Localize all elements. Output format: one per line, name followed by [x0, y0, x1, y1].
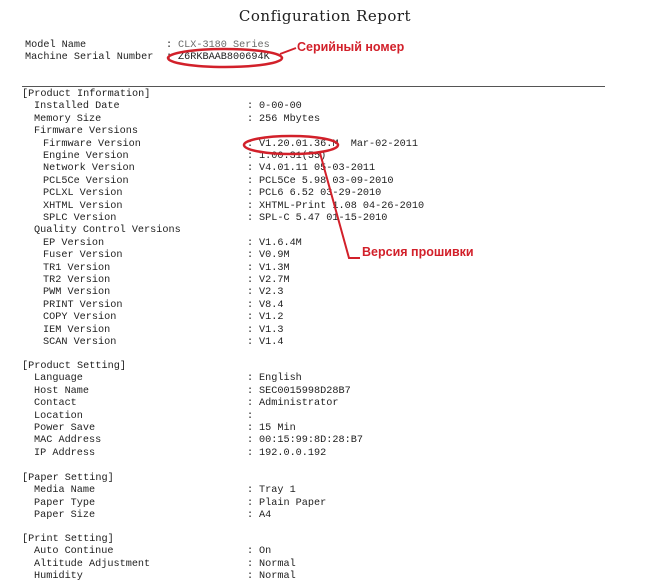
- serial-number-annotation: Серийный номер: [297, 40, 405, 54]
- field-value: A4: [259, 510, 272, 522]
- colon: :: [247, 571, 254, 583]
- field-value: Administrator: [259, 398, 339, 410]
- field-label: Media Name: [34, 485, 96, 497]
- colon: :: [247, 213, 254, 224]
- colon: :: [247, 163, 254, 175]
- colon: :: [247, 373, 254, 385]
- section-heading: [Product Setting]: [22, 361, 126, 372]
- colon: :: [247, 151, 254, 162]
- model-name-label: Model Name: [25, 40, 87, 51]
- field-label: IEM Version: [43, 324, 111, 336]
- field-label: SCAN Version: [43, 337, 117, 348]
- field-label: Network Version: [43, 163, 135, 175]
- colon: :: [247, 275, 254, 286]
- field-label: Installed Date: [34, 101, 120, 113]
- field-value: 15 Min: [259, 423, 296, 434]
- colon: :: [247, 175, 254, 187]
- section-heading: [Product Information]: [22, 89, 151, 100]
- field-value: Plain Paper: [259, 497, 327, 509]
- firmware-version-annotation: Версия прошивки: [362, 245, 474, 259]
- field-label: Quality Control Versions: [34, 225, 181, 237]
- field-value: 0-00-00: [259, 101, 302, 113]
- field-label: TR2 Version: [43, 275, 111, 286]
- field-value: 192.0.0.192: [259, 447, 327, 459]
- colon: :: [247, 287, 254, 299]
- colon: :: [247, 398, 254, 410]
- field-value: V4.01.11 05-03-2011: [259, 163, 376, 175]
- field-label: COPY Version: [43, 312, 117, 324]
- field-label: Language: [34, 373, 83, 385]
- colon: :: [247, 385, 254, 397]
- firmware-pointer-line: [320, 153, 360, 258]
- colon: :: [247, 510, 254, 522]
- model-name-value: CLX-3180 Series: [178, 40, 270, 51]
- colon: :: [166, 40, 173, 51]
- field-label: PCL5Ce Version: [43, 175, 129, 187]
- field-label: Power Save: [34, 423, 96, 434]
- colon: :: [247, 423, 254, 434]
- field-label: Paper Size: [34, 510, 96, 522]
- colon: :: [247, 435, 254, 447]
- colon: :: [247, 447, 254, 459]
- colon: :: [247, 188, 254, 200]
- field-value: 1.00.31(55): [259, 151, 327, 162]
- field-value: V1.4: [259, 337, 284, 348]
- section-heading: [Print Setting]: [22, 534, 114, 545]
- field-value: V1.2: [259, 312, 284, 324]
- field-value: 256 Mbytes: [259, 113, 321, 125]
- field-label: Firmware Versions: [34, 126, 138, 138]
- colon: :: [247, 200, 254, 212]
- field-label: Fuser Version: [43, 250, 123, 262]
- field-label: Auto Continue: [34, 546, 114, 558]
- field-value: V1.20.01.36.M Mar-02-2011: [259, 138, 418, 150]
- colon: :: [247, 237, 254, 249]
- field-value: V2.7M: [259, 275, 290, 286]
- field-label: SPLC Version: [43, 213, 117, 224]
- colon: :: [247, 113, 254, 125]
- field-label: Firmware Version: [43, 138, 141, 150]
- field-value: 00:15:99:8D:28:B7: [259, 435, 363, 447]
- field-label: TR1 Version: [43, 262, 111, 274]
- serial-number-value: Z6RKBAAB800694K: [178, 52, 270, 63]
- field-value: V1.3: [259, 324, 284, 336]
- serial-highlight-ellipse: [168, 49, 282, 67]
- section-heading: [Paper Setting]: [22, 473, 114, 484]
- field-label: XHTML Version: [43, 200, 123, 212]
- field-value: SPL-C 5.47 01-15-2010: [259, 213, 388, 224]
- field-value: Normal: [259, 571, 296, 583]
- field-label: Memory Size: [34, 113, 102, 125]
- field-value: Normal: [259, 558, 296, 570]
- field-value: XHTML-Print 1.08 04-26-2010: [259, 200, 425, 212]
- field-value: On: [259, 546, 272, 558]
- colon: :: [247, 558, 254, 570]
- field-label: PCLXL Version: [43, 188, 123, 200]
- colon: :: [247, 485, 254, 497]
- field-label: Paper Type: [34, 497, 96, 509]
- field-label: EP Version: [43, 237, 105, 249]
- field-value: V8.4: [259, 299, 284, 311]
- field-label: PWM Version: [43, 287, 111, 299]
- field-value: SEC0015998D28B7: [259, 385, 351, 397]
- field-value: PCL6 6.52 03-29-2010: [259, 188, 382, 200]
- field-label: Contact: [34, 398, 77, 410]
- field-label: Engine Version: [43, 151, 129, 162]
- field-value: V1.3M: [259, 262, 290, 274]
- field-label: Altitude Adjustment: [34, 558, 151, 570]
- colon: :: [247, 138, 254, 150]
- colon: :: [247, 497, 254, 509]
- colon: :: [247, 337, 254, 348]
- field-label: Location: [34, 410, 83, 422]
- serial-number-label: Machine Serial Number: [25, 52, 154, 63]
- colon: :: [247, 410, 254, 422]
- field-value: PCL5Ce 5.98 03-09-2010: [259, 175, 394, 187]
- field-value: Tray 1: [259, 485, 296, 497]
- field-value: V1.6.4M: [259, 237, 302, 249]
- colon: :: [247, 101, 254, 113]
- colon: :: [166, 52, 173, 63]
- field-value: V0.9M: [259, 250, 290, 262]
- field-label: IP Address: [34, 447, 96, 459]
- colon: :: [247, 546, 254, 558]
- report-title: Configuration Report: [238, 7, 412, 25]
- field-value: English: [259, 373, 302, 385]
- field-value: V2.3: [259, 287, 284, 299]
- field-label: Host Name: [34, 385, 90, 397]
- field-label: PRINT Version: [43, 299, 123, 311]
- firmware-highlight-ellipse: [244, 136, 338, 154]
- field-label: Humidity: [34, 571, 83, 583]
- colon: :: [247, 299, 254, 311]
- colon: :: [247, 312, 254, 324]
- field-label: MAC Address: [34, 435, 102, 447]
- colon: :: [247, 262, 254, 274]
- serial-pointer-line: [280, 48, 296, 54]
- colon: :: [247, 250, 254, 262]
- colon: :: [247, 324, 254, 336]
